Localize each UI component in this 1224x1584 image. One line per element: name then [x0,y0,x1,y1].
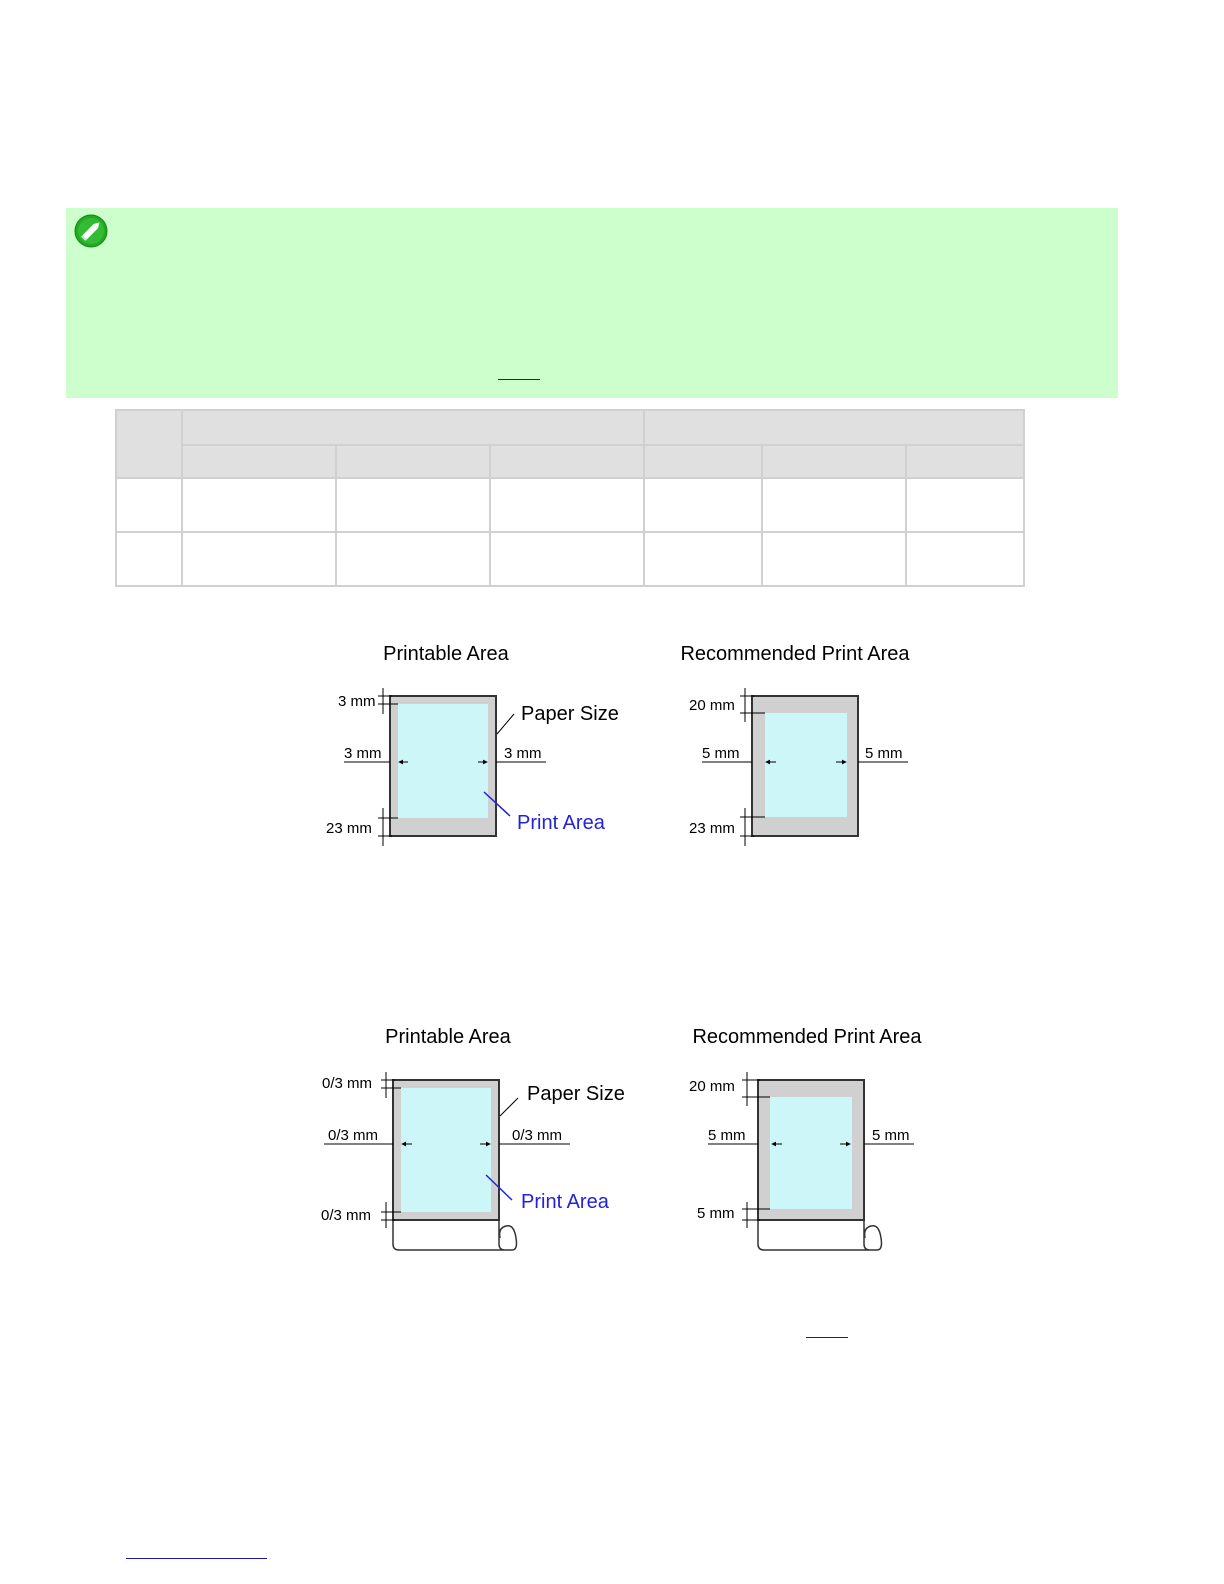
recommended-bottom-margin: 5 mm [697,1205,735,1222]
table-header-row [116,410,1024,445]
table-header-cell [490,445,644,478]
recommended-area-title: Recommended Print Area [680,643,910,665]
paper-size-label: Paper Size [521,703,619,725]
recommended-right-margin: 5 mm [865,745,903,762]
spec-table [115,409,1025,587]
printable-top-margin: 3 mm [338,693,376,710]
roll-margin-figure [300,1012,960,1262]
recommended-area-rect [765,713,847,817]
note-box [66,208,1118,398]
recommended-area-rect [770,1097,852,1209]
table-header-cell [336,445,490,478]
table-subheader-row [116,445,1024,478]
recommended-top-margin: 20 mm [689,697,735,714]
table-header-cell [762,445,906,478]
printable-bottom-margin: 23 mm [326,820,372,837]
printable-right-margin: 3 mm [504,745,542,762]
printable-top-margin: 0/3 mm [322,1075,373,1092]
print-area-label: Print Area [521,1191,609,1213]
reference-link[interactable] [806,1324,848,1338]
roll-margin-diagram [300,1012,960,1262]
table-cell [906,532,1024,586]
table-cell [762,532,906,586]
roll-curl [393,1220,517,1250]
table-cell [116,532,182,586]
sheet-margin-diagram [300,630,960,860]
paper-size-label: Paper Size [527,1083,625,1105]
table-cell [182,532,336,586]
recommended-bottom-margin: 23 mm [689,820,735,837]
table-cell [644,532,762,586]
recommended-top-margin: 20 mm [689,1078,735,1095]
printable-left-margin: 0/3 mm [328,1127,379,1144]
printable-bottom-margin: 0/3 mm [321,1207,372,1224]
table-row [116,478,1024,532]
table-cell [116,478,182,532]
recommended-area-title: Recommended Print Area [692,1026,922,1048]
recommended-right-margin: 5 mm [872,1127,910,1144]
table-header-cell [116,410,182,478]
print-area-label: Print Area [517,812,605,834]
table-header-cell [644,445,762,478]
table-header-cell [182,410,644,445]
table-header-cell [906,445,1024,478]
table-cell [490,532,644,586]
printable-left-margin: 3 mm [344,745,382,762]
table-cell [906,478,1024,532]
table-cell [490,478,644,532]
table-header-cell [644,410,1024,445]
table-cell [336,478,490,532]
table-row [116,532,1024,586]
recommended-left-margin: 5 mm [702,745,740,762]
printable-area-title: Printable Area [385,1026,511,1048]
print-area-rect [401,1088,491,1212]
recommended-left-margin: 5 mm [708,1127,746,1144]
table-header-cell [182,445,336,478]
note-reference-link[interactable] [498,366,540,380]
sheet-margin-figure [300,630,960,860]
print-area-rect [398,704,488,818]
table-cell [762,478,906,532]
table-cell [182,478,336,532]
footer-link[interactable] [126,1544,267,1559]
pencil-note-icon [74,214,108,248]
roll-curl [758,1220,882,1250]
table-cell [336,532,490,586]
printable-area-title: Printable Area [383,643,509,665]
printable-right-margin: 0/3 mm [512,1127,563,1144]
table-cell [644,478,762,532]
